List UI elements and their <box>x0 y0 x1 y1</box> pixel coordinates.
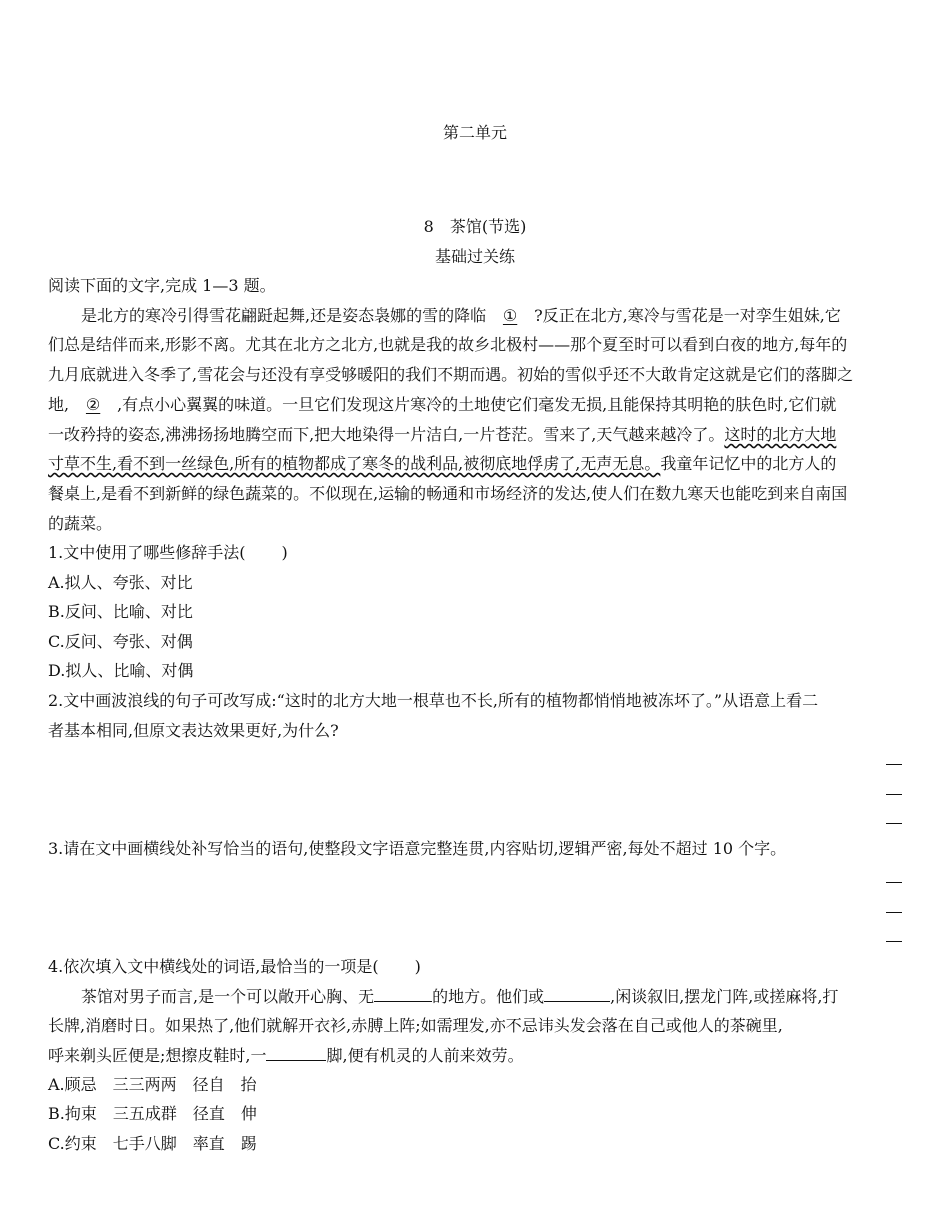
fill-blank <box>374 987 432 1002</box>
answer-line <box>886 941 902 942</box>
blank-2: ② <box>85 395 101 414</box>
answer-line <box>886 912 902 913</box>
passage-line-7: 餐桌上,是看不到新鲜的绿色蔬菜的。不似现在,运输的畅通和市场经济的发达,使人们在数九寒天也能吃到来自南国 <box>48 484 848 503</box>
fill-blank <box>544 987 610 1002</box>
q4-passage-line-1: 茶馆对男子而言,是一个可以敞开心胸、无 的地方。他们或 ,闲谈叙旧,摆龙门阵,或搓麻将,打 <box>81 987 839 1006</box>
q4-option-a: A.顾忌 三三两两 径自 抬 <box>48 1075 257 1094</box>
wavy-sentence-part-1: 这时的北方大地 <box>724 425 837 444</box>
q1-option-a: A.拟人、夸张、对比 <box>48 573 193 592</box>
passage-line-1: 是北方的寒冷引得雪花翩跹起舞,还是姿态袅娜的雪的降临 ① ?反正在北方,寒冷与雪花是一对孪生姐妹,它 <box>81 306 841 325</box>
answer-line <box>886 823 902 824</box>
answer-line <box>886 764 902 765</box>
fill-blank <box>266 1046 326 1061</box>
question-1: 1.文中使用了哪些修辞手法( ) <box>48 543 288 562</box>
q4-passage-line-3: 呼来剃头匠便是;想擦皮鞋时,一 脚,便有机灵的人前来效劳。 <box>48 1046 524 1065</box>
q4-passage-line-2: 长牌,消磨时日。如果热了,他们就解开衣衫,赤膊上阵;如需理发,亦不忌讳头发会落在自己或他人的茶碗里, <box>48 1016 783 1035</box>
q1-option-d: D.拟人、比喻、对偶 <box>48 661 194 680</box>
passage-line-8: 的蔬菜。 <box>48 514 113 533</box>
lesson-title: 8 茶馆(节选) <box>423 217 527 236</box>
passage-line-5: 一改矜持的姿态,沸沸扬扬地腾空而下,把大地染得一片洁白,一片苍茫。雪来了,天气越来越冷了。这时的北方大地 <box>48 425 837 444</box>
q4-option-b: B.拘束 三五成群 径直 伸 <box>48 1104 257 1123</box>
section-title: 基础过关练 <box>434 247 515 266</box>
passage-line-3: 九月底就进入冬季了,雪花会与还没有享受够暖阳的我们不期而遇。初始的雪似乎还不大敢肯定这就是它们的落脚之 <box>48 365 854 384</box>
instruction: 阅读下面的文字,完成 1—3 题。 <box>48 276 276 295</box>
passage-line-6: 寸草不生,看不到一丝绿色,所有的植物都成了寒冬的战利品,被彻底地俘虏了,无声无息。我童年记忆中的北方人的 <box>48 454 837 473</box>
q1-option-c: C.反问、夸张、对偶 <box>48 632 193 651</box>
wavy-sentence-part-2: 寸草不生,看不到一丝绿色,所有的植物都成了寒冬的战利品,被彻底地俘虏了,无声无息。 <box>48 454 661 473</box>
question-2-line-1: 2.文中画波浪线的句子可改写成:“这时的北方大地一根草也不长,所有的植物都悄悄地被冻坏了。”从语意上看二 <box>48 691 819 710</box>
q4-option-c: C.约束 七手八脚 率直 踢 <box>48 1134 257 1153</box>
answer-line <box>886 882 902 883</box>
passage-line-4: 地, ② ,有点小心翼翼的味道。一旦它们发现这片寒冷的土地使它们毫发无损,且能保持其明艳的肤色时,它们就 <box>48 395 837 414</box>
question-3: 3.请在文中画横线处补写恰当的语句,使整段文字语意完整连贯,内容贴切,逻辑严密,每处不超过 10 个字。 <box>48 839 787 858</box>
q1-option-b: B.反问、比喻、对比 <box>48 602 193 621</box>
passage-line-2: 们总是结伴而来,形影不离。尤其在北方之北方,也就是我的故乡北极村——那个夏至时可以看到白夜的地方,每年的 <box>48 335 848 354</box>
unit-title: 第二单元 <box>442 123 507 142</box>
answer-line <box>886 794 902 795</box>
blank-1: ① <box>502 306 518 325</box>
question-2-line-2: 者基本相同,但原文表达效果更好,为什么? <box>48 721 339 740</box>
question-4: 4.依次填入文中横线处的词语,最恰当的一项是( ) <box>48 957 421 976</box>
